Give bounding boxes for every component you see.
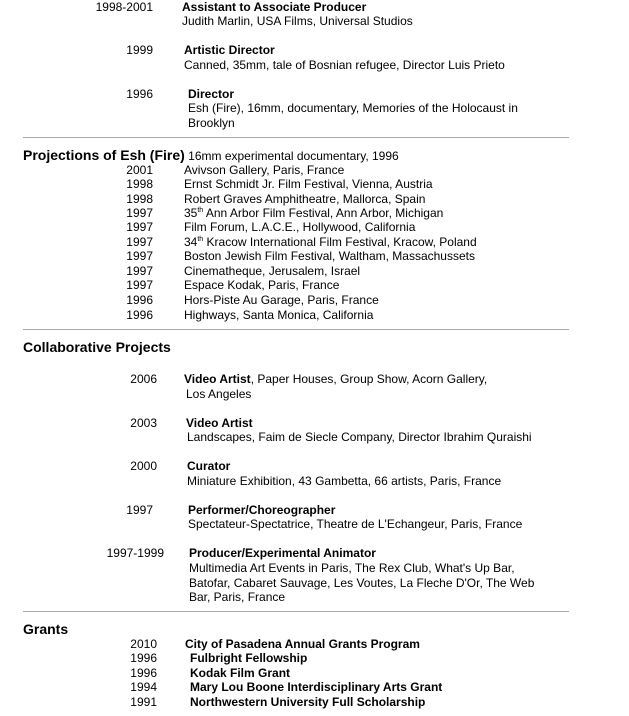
section-subtitle: 16mm experimental documentary, 1996 — [188, 149, 399, 163]
section-divider — [23, 137, 569, 138]
projection-venue — [184, 235, 477, 250]
entry-detail: Spectateur-Spectatrice, Theatre de L'Echangeur, Paris, France — [188, 517, 523, 531]
entry-title: Artistic Director — [184, 43, 275, 57]
grant-year: 1996 — [130, 651, 157, 665]
grant-year: 1994 — [130, 680, 157, 694]
section-heading: Collaborative Projects — [23, 339, 171, 355]
section-divider — [23, 329, 569, 330]
projection-venue: Robert Graves Amphitheatre, Mallorca, Spain — [184, 192, 426, 206]
entry-detail: Brooklyn — [188, 116, 235, 130]
projection-venue: Boston Jewish Film Festival, Waltham, Massachussets — [184, 249, 475, 263]
entry-detail: Canned, 35mm, tale of Bosnian refugee, Director Luis Prieto — [184, 58, 505, 72]
grant-year: 2010 — [130, 637, 157, 651]
grant-name: Mary Lou Boone Interdisciplinary Arts Grant — [190, 680, 443, 694]
grant-year: 1996 — [130, 666, 157, 680]
entry-year: 1997 — [126, 503, 153, 517]
ordinal-suffix: th — [197, 236, 204, 243]
projection-year: 1997 — [126, 206, 153, 220]
entry-title: Producer/Experimental Animator — [189, 546, 376, 560]
projection-venue — [184, 206, 443, 221]
section-divider — [23, 611, 569, 612]
ordinal-suffix: th — [197, 207, 204, 214]
projection-venue: Ernst Schmidt Jr. Film Festival, Vienna, Austria — [184, 177, 433, 191]
entry-detail: Landscapes, Faim de Siecle Company, Director Ibrahim Quraishi — [187, 430, 532, 444]
entry-year: 1999 — [126, 43, 153, 57]
grant-name: City of Pasadena Annual Grants Program — [185, 637, 420, 651]
section-heading: Grants — [23, 621, 69, 637]
entry-title: Curator — [187, 459, 231, 473]
entry-title: Video Artist — [184, 372, 251, 386]
projection-year: 1997 — [126, 249, 153, 263]
entry-year: 1998-2001 — [95, 0, 153, 14]
entry-year: 2003 — [130, 416, 157, 430]
entry-year: 1997-1999 — [106, 546, 164, 560]
entry-year: 1996 — [126, 87, 153, 101]
ordinal-number: 34 — [184, 235, 198, 249]
projection-venue: Hors-Piste Au Garage, Paris, France — [184, 293, 379, 307]
entry-detail: Los Angeles — [186, 387, 252, 401]
entry-title: Performer/Choreographer — [188, 503, 336, 517]
projection-venue-text: Ann Arbor Film Festival, Ann Arbor, Michigan — [203, 206, 444, 220]
projection-year: 1998 — [126, 192, 153, 206]
projection-year: 2001 — [126, 163, 153, 177]
projection-venue: Film Forum, L.A.C.E., Hollywood, California — [184, 220, 416, 234]
projection-venue: Avivson Gallery, Paris, France — [184, 163, 345, 177]
projection-year: 1996 — [126, 308, 153, 322]
entry-year: 2006 — [130, 372, 157, 386]
entry-title: Video Artist — [186, 416, 253, 430]
entry-detail: Judith Marlin, USA Films, Universal Studios — [182, 14, 413, 28]
grant-year: 1991 — [130, 695, 157, 709]
entry-title: Director — [188, 87, 235, 101]
entry-detail: Esh (Fire), 16mm, documentary, Memories of the Holocaust in — [188, 101, 518, 115]
projection-year: 1997 — [126, 264, 153, 278]
section-heading: Projections of Esh (Fire) — [23, 147, 185, 163]
projection-year: 1997 — [126, 235, 153, 249]
projection-year: 1998 — [126, 177, 153, 191]
entry-detail: Multimedia Art Events in Paris, The Rex Club, What's Up Bar, — [189, 561, 515, 575]
projection-venue: Highways, Santa Monica, California — [184, 308, 374, 322]
entry-detail: Miniature Exhibition, 43 Gambetta, 66 artists, Paris, France — [187, 474, 502, 488]
projection-venue-text: Kracow International Film Festival, Kracow, Poland — [203, 235, 477, 249]
entry-inline-detail: , Paper Houses, Group Show, Acorn Gallery, — [250, 372, 488, 386]
grant-name: Northwestern University Full Scholarship — [190, 695, 426, 709]
section-heading-line — [23, 147, 399, 164]
projection-venue: Espace Kodak, Paris, France — [184, 278, 340, 292]
projection-year: 1997 — [126, 278, 153, 292]
entry-detail: Batofar, Cabaret Sauvage, Les Voutes, La Fleche D'Or, The Web — [189, 576, 535, 590]
ordinal-number: 35 — [184, 206, 198, 220]
entry-title: Assistant to Associate Producer — [182, 0, 367, 14]
grant-name: Kodak Film Grant — [190, 666, 291, 680]
projection-venue: Cinematheque, Jerusalem, Israel — [184, 264, 361, 278]
entry-detail: Bar, Paris, France — [189, 590, 286, 604]
entry-title-line — [184, 372, 487, 387]
projection-year: 1997 — [126, 220, 153, 234]
grant-name: Fulbright Fellowship — [190, 651, 308, 665]
entry-year: 2000 — [130, 459, 157, 473]
projection-year: 1996 — [126, 293, 153, 307]
